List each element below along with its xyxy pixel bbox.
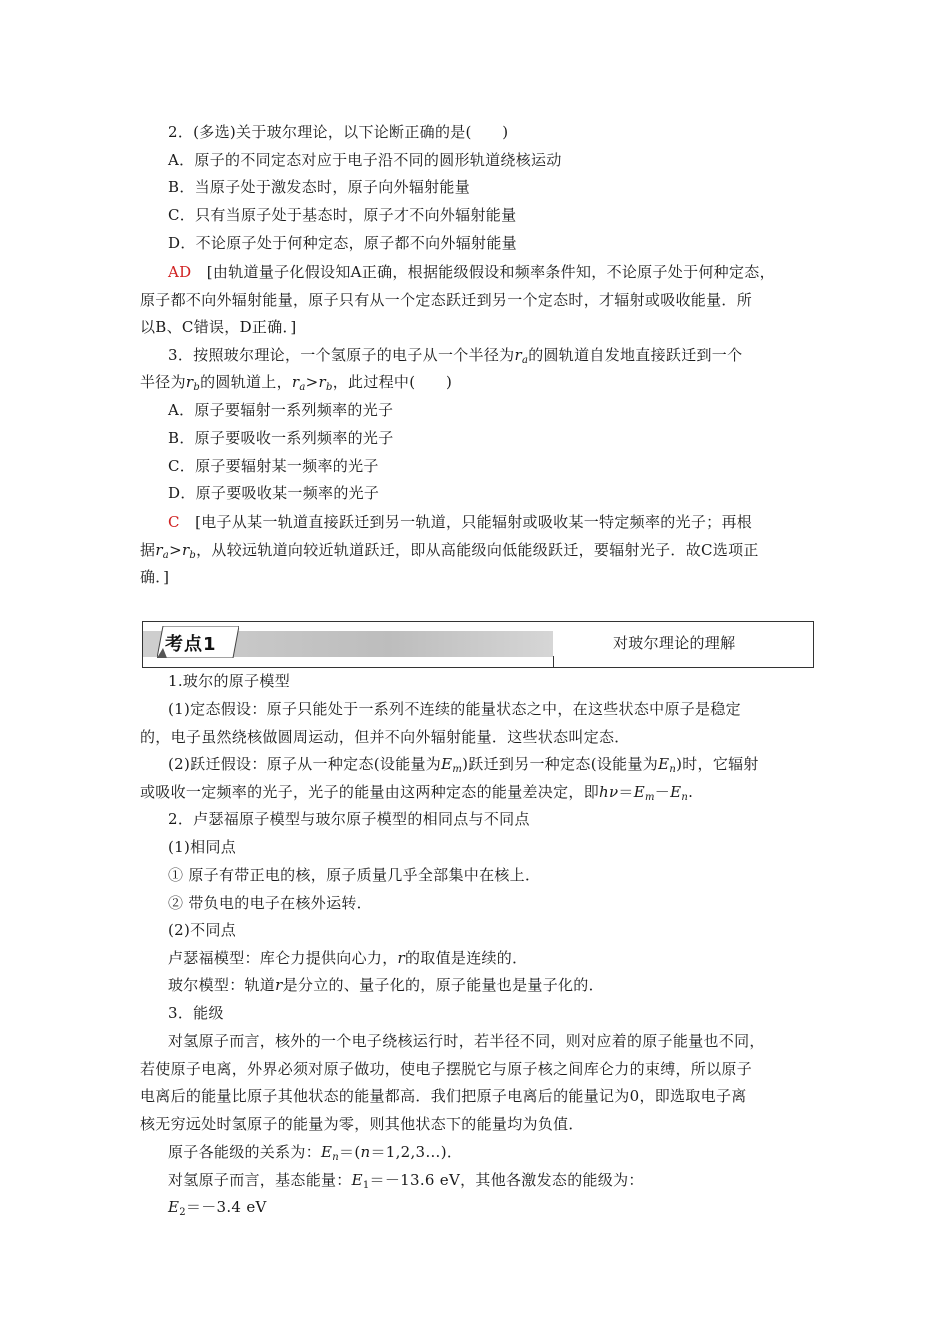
q3-option-c: C．原子要辐射某一频率的光子 xyxy=(168,457,379,475)
content-p5-e1: E xyxy=(351,1171,363,1189)
section-tag: 考点1 xyxy=(165,634,217,655)
section-title: 对玻尔理论的理解 xyxy=(613,634,736,652)
q3-stem-text2: 的圆轨道自发地直接跃迁到一个 xyxy=(528,346,743,364)
q3-ineq-rb-sub: b xyxy=(326,382,333,393)
content-p3-line2: 若使原子电离，外界必须对原子做功，使电子摆脱它与原子核之间库仑力的束缚，所以原子 xyxy=(140,1060,753,1078)
content-p5-text2: ＝－13.6 eV，其他各激发态的能级为： xyxy=(369,1171,644,1189)
q3-exp-text2: 据 xyxy=(140,541,156,559)
content-p5-e1-sub: 1 xyxy=(362,1180,370,1191)
content-p4-text1: 原子各能级的关系为： xyxy=(168,1143,322,1161)
content-p4-en: E xyxy=(321,1143,333,1161)
q3-exp-gt: > xyxy=(169,541,182,559)
content-p3-line4: 核无穷远处时氢原子的能量为零，则其他状态下的能量均为负值． xyxy=(140,1115,584,1133)
q2-exp-text1: [由轨道量子化假设知A正确，根据能级假设和频率条件知，不论原子处于何种定态， xyxy=(206,263,775,281)
q3-rb: r xyxy=(185,373,194,391)
content-p2-em2-sub: m xyxy=(644,792,655,803)
content-p2-em-sub: m xyxy=(452,764,463,775)
content-p2-text1: (2)跃迁假设：原子从一种定态(设能量为 xyxy=(168,755,442,773)
content-p2-text3: )时，它辐射 xyxy=(676,755,759,773)
content-p4-text2: ＝( xyxy=(339,1143,361,1161)
content-sub-1b: ② 带负电的电子在核外运转． xyxy=(168,894,372,912)
q3-explanation-line3: 确．] xyxy=(140,568,170,586)
q3-option-b: B．原子要吸收一系列频率的光子 xyxy=(168,429,394,447)
q2-option-b: B．当原子处于激发态时，原子向外辐射能量 xyxy=(168,178,471,196)
q3-stem-text5: ，此过程中( ) xyxy=(332,373,453,391)
content-p2-em: E xyxy=(441,755,453,773)
q3-explanation-line2 xyxy=(140,540,759,560)
content-p2-en-sub: n xyxy=(669,764,677,775)
section-divider xyxy=(553,656,554,668)
content-p3-line3: 电离后的能量比原子其他状态的能量都高．我们把原子电离后的能量记为0，即选取电子离 xyxy=(140,1087,747,1105)
q3-exp-ra-sub: a xyxy=(162,550,170,561)
q2-explanation-line2: 原子都不向外辐射能量，原子只有从一个定态跃迁到另一个定态时，才辐射或吸收能量．所 xyxy=(140,291,753,309)
q2-answer: AD xyxy=(168,263,192,281)
content-heading-2: 2．卢瑟福原子模型与玻尔原子模型的相同点与不同点 xyxy=(168,810,530,828)
content-p2-eq: ＝ xyxy=(618,783,634,801)
content-p6-text: ＝－3.4 eV xyxy=(185,1198,267,1216)
q3-exp-text1: [电子从某一轨道直接跃迁到另一轨道，只能辐射或吸收某一特定频率的光子；再根 xyxy=(195,513,753,531)
q3-stem-line2 xyxy=(140,372,452,392)
q3-ra: r xyxy=(514,346,522,364)
q3-exp-ra: r xyxy=(155,541,163,559)
content-sub-1: (1)相同点 xyxy=(168,838,237,856)
q2-explanation-line3: 以B、C错误，D正确．] xyxy=(140,318,297,336)
content-p4-text3: ＝1,2,3…)． xyxy=(370,1143,463,1161)
content-p4-en-sub: n xyxy=(332,1152,340,1163)
content-p2-em2: E xyxy=(633,783,645,801)
q3-exp-rb-sub: b xyxy=(189,550,197,561)
content-s2b-text2: 是分立的、量子化的，原子能量也是量子化的． xyxy=(282,976,604,994)
content-p4-n: n xyxy=(360,1143,371,1161)
q3-stem-line1 xyxy=(168,345,742,365)
content-p4 xyxy=(168,1142,462,1162)
content-p2-text4: 或吸收一定频率的光子，光子的能量由这两种定态的能量差决定，即 xyxy=(140,783,600,801)
content-p2-line1 xyxy=(168,754,759,774)
q3-ra-sub: a xyxy=(521,355,529,366)
content-heading-1: 1.玻尔的原子模型 xyxy=(168,672,291,690)
content-p2-minus: － xyxy=(654,783,671,801)
content-p2-en: E xyxy=(658,755,670,773)
q3-exp-rb: r xyxy=(181,541,190,559)
content-p2-line2: 或吸收一定频率的光子，光子的能量由这两种定态的能量差决定，即$h\nu=E_m-E_n$. xyxy=(140,783,694,803)
content-p2-hv: hν xyxy=(599,783,619,801)
q3-stem-text4: 的圆轨道上， xyxy=(200,373,292,391)
content-p5 xyxy=(168,1170,644,1190)
q3-ineq-rb: r xyxy=(318,373,327,391)
content-p5-text1: 对氢原子而言，基态能量： xyxy=(168,1171,352,1189)
q3-ineq-ra: r xyxy=(291,373,300,391)
q2-option-a: A．原子的不同定态对应于电子沿不同的圆形轨道绕核运动 xyxy=(168,151,562,169)
content-p6-e2: E xyxy=(168,1198,180,1216)
q2-stem: 2．(多选)关于玻尔理论，以下论断正确的是( ) xyxy=(168,123,509,141)
q3-answer: C xyxy=(168,513,180,531)
q3-stem-text1: 3．按照玻尔理论，一个氢原子的电子从一个半径为 xyxy=(168,346,515,364)
q3-stem-text3: 半径为 xyxy=(140,373,186,391)
content-heading-3: 3．能级 xyxy=(168,1004,224,1022)
content-sub-2: (2)不同点 xyxy=(168,921,237,939)
content-s2a-text2: 的取值是连续的． xyxy=(405,949,528,967)
content-p6-e2-sub: 2 xyxy=(179,1207,186,1218)
q3-ineq-ra-sub: a xyxy=(299,382,306,393)
content-s2b-r: r xyxy=(275,976,283,994)
q2-option-c: C．只有当原子处于基态时，原子才不向外辐射能量 xyxy=(168,206,517,224)
q3-option-d: D．原子要吸收某一频率的光子 xyxy=(168,484,380,502)
content-sub-2a xyxy=(168,948,527,968)
content-p3-line1: 对氢原子而言，核外的一个电子绕核运行时，若半径不同，则对应着的原子能量也不同， xyxy=(168,1032,765,1050)
q3-option-a: A．原子要辐射一系列频率的光子 xyxy=(168,401,394,419)
content-p1-line1: (1)定态假设：原子只能处于一系列不连续的能量状态之中，在这些状态中原子是稳定 xyxy=(168,700,741,718)
content-sub-1a: ① 原子有带正电的核，原子质量几乎全部集中在核上． xyxy=(168,866,541,884)
q3-ineq-gt: > xyxy=(305,373,319,391)
content-p6 xyxy=(168,1197,267,1217)
content-s2b-text1: 玻尔模型：轨道 xyxy=(168,976,276,994)
content-p2-en2-sub: n xyxy=(681,792,689,803)
q3-explanation-line1 xyxy=(168,512,752,532)
content-s2a-text1: 卢瑟福模型：库仑力提供向心力， xyxy=(168,949,398,967)
q3-exp-text3: ，从较远轨道向较近轨道跃迁，即从高能级向低能级跃迁，要辐射光子．故C选项正 xyxy=(196,541,759,559)
content-p1-line2: 的，电子虽然绕核做圆周运动，但并不向外辐射能量．这些状态叫定态． xyxy=(140,728,630,746)
q3-rb-sub: b xyxy=(193,382,201,393)
section-header-box xyxy=(142,621,814,668)
q2-explanation-line1 xyxy=(168,262,775,282)
content-p2-en2: E xyxy=(670,783,682,801)
content-s2a-r: r xyxy=(397,949,405,967)
q2-option-d: D．不论原子处于何种定态，原子都不向外辐射能量 xyxy=(168,234,517,252)
content-sub-2b xyxy=(168,975,604,995)
content-p2-text2: )跃迁到另一种定态(设能量为 xyxy=(462,755,659,773)
